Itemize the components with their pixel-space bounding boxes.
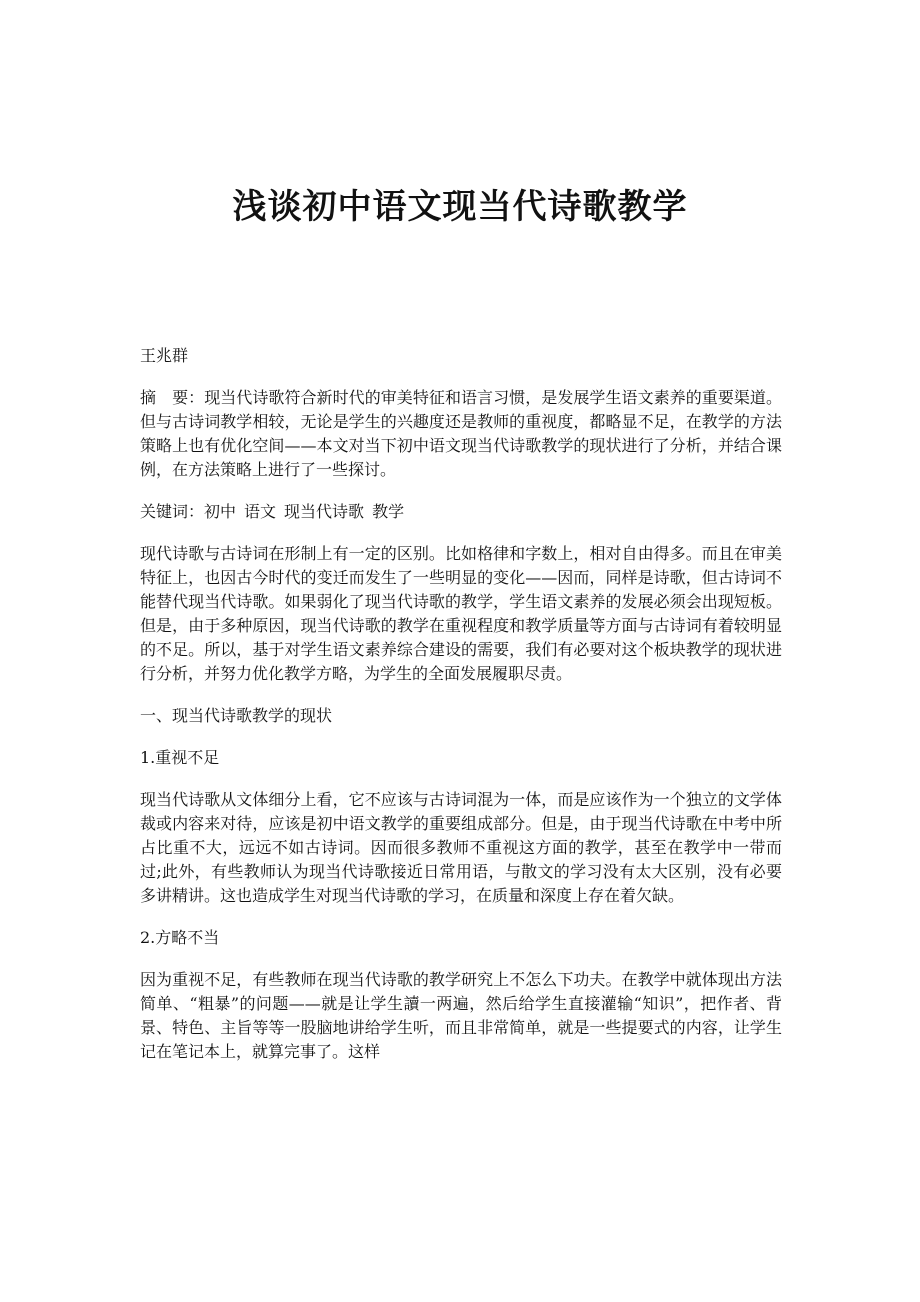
keywords <box>140 500 782 524</box>
abstract <box>140 386 782 482</box>
subsection-heading: 1.重视不足 <box>140 748 220 767</box>
author: 王兆群 <box>140 346 189 365</box>
keyword: 教学 <box>372 502 405 521</box>
intro-paragraph: 现代诗歌与古诗词在形制上有一定的区别。比如格律和字数上，相对自由得多。而且在审美特征上，也因古今时代的变迁而发生了一些明显的变化——因而，同样是诗歌，但古诗词不能替代现当代诗歌。如果弱化了现当代诗歌的教学，学生语文素养的发展必须会出现短板。但是，由于多种原因，现当代诗歌的教学在重视程度和教学质量等方面与古诗词有着较明显的不足。所以，基于对学生语文素养综合建设的需要，我们有必要对这个板块教学的现状进行分析，并努力优化教学方略，为学生的全面发展履职尽责。 <box>140 544 782 683</box>
keyword: 现当代诗歌 <box>284 502 365 521</box>
body-paragraph: 现当代诗歌从文体细分上看，它不应该与古诗词混为一体，而是应该作为一个独立的文学体裁或内容来对待，应该是初中语文教学的重要组成部分。但是，由于现当代诗歌在中考中所占比重不大，远远不如古诗词。因而很多教师不重视这方面的教学，甚至在教学中一带而过;此外，有些教师认为现当代诗歌接近日常用语，与散文的学习没有太大区别，没有必要多讲精讲。这也造成学生对现当代诗歌的学习，在质量和深度上存在着欠缺。 <box>140 790 782 905</box>
abstract-text: 现当代诗歌符合新时代的审美特征和语言习惯，是发展学生语文素养的重要渠道。但与古诗词教学相较，无论是学生的兴趣度还是教师的重视度，都略显不足，在教学的方法策略上也有优化空间——本文对当下初中语文现当代诗歌教学的现状进行了分析，并结合课例，在方法策略上进行了一些探讨。 <box>140 388 782 479</box>
keywords-label: 关键词： <box>140 502 205 521</box>
section-heading: 一、现当代诗歌教学的现状 <box>140 706 333 725</box>
document-title: 浅谈初中语文现当代诗歌教学 <box>232 187 688 227</box>
abstract-label: 摘 要： <box>140 388 205 407</box>
keyword: 语文 <box>244 502 277 521</box>
subsection-heading: 2.方略不当 <box>140 928 220 947</box>
keyword: 初中 <box>204 502 237 521</box>
document-body <box>140 344 782 1082</box>
body-paragraph: 因为重视不足，有些教师在现当代诗歌的教学研究上不怎么下功夫。在教学中就体现出方法简单、“粗暴”的问题——就是让学生讀一两遍，然后给学生直接灌输“知识”，把作者、背景、特色、主旨等等一股脑地讲给学生听，而且非常简单，就是一些提要式的内容，让学生记在笔记本上，就算完事了。这样 <box>140 970 782 1061</box>
